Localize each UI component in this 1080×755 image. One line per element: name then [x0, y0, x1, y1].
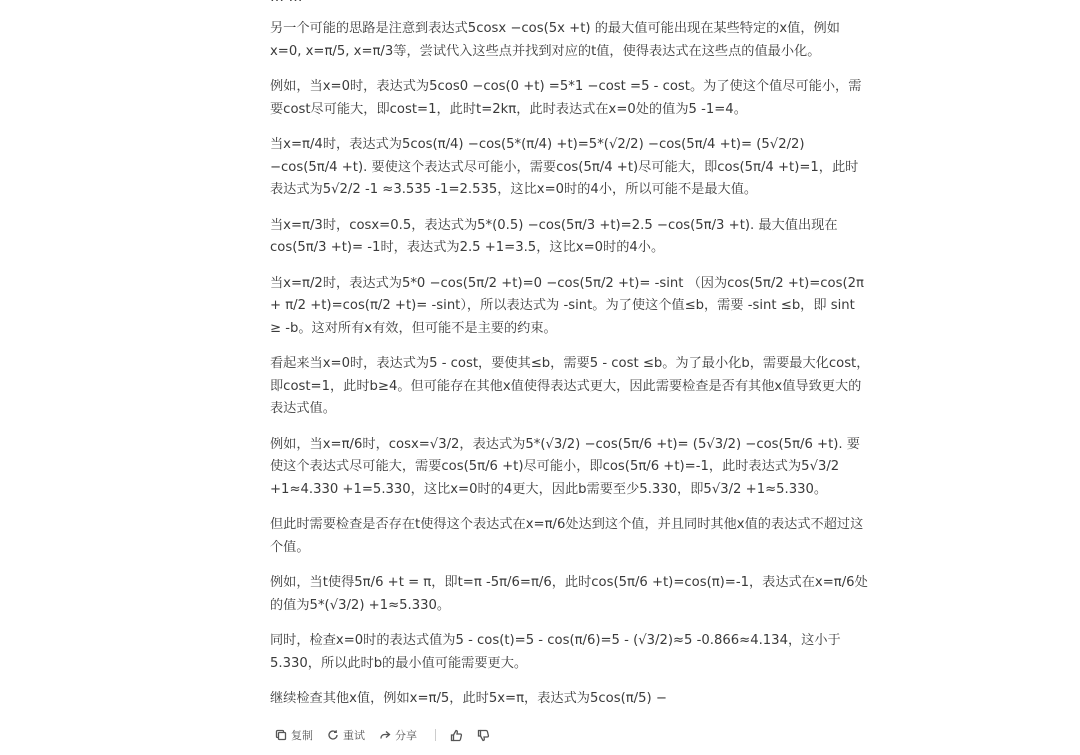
- thumbs-up-icon: [450, 729, 463, 742]
- answer-body: [270, 18, 870, 724]
- answer-paragraph: 例如，当t使得5π/6 +t = π，即t=π -5π/6=π/6，此时cos(5π/6 +t)=cos(π)=-1，表达式在x=π/6处的值为5*(√3/2) +1≈5.330。: [270, 575, 868, 613]
- answer-paragraph: 看起来当x=0时，表达式为5 - cost，要使其≤b，需要5 - cost ≤b。为了最小化b，需要最大化cost，即cost=1，此时b≥4。但可能存在其他x值使得表达式更大，因此需要检查是否有其他x值导致更大的表达式值。: [270, 356, 870, 416]
- thumbs-down-icon: [477, 729, 490, 742]
- answer-paragraph: 当x=π/4时，表达式为5cos(π/4) −cos(5*(π/4) +t)=5*(√2/2) −cos(5π/4 +t)= (5√2/2) −cos(5π/4 +t). 要使这个表达式尽可能小，需要cos(5π/4 +t)尽可能大，即cos(5π/4 +t)=1，此时表达式为5√2/2 -1 ≈3.535 -1=2.535，这比x=0时的4小，所以可能不是最大值。: [270, 137, 859, 197]
- answer-paragraph: 例如，当x=π/6时，cosx=√3/2，表达式为5*(√3/2) −cos(5π/6 +t)= (5√3/2) −cos(5π/6 +t). 要使这个表达式尽可能大，需要cos(5π/6 +t)尽可能小，即cos(5π/6 +t)=-1，此时表达式为5√3/2 +1≈4.330 +1=5.330，这比x=0时的4更大，因此b需要至少5.330，即5√3/2 +1≈5.330。: [270, 436, 860, 497]
- refresh-icon: [327, 729, 339, 741]
- answer-paragraph: 但此时需要检查是否存在t使得这个表达式在x=π/6处达到这个值，并且同时其他x值的表达式不超过这个值。: [270, 517, 864, 555]
- message-action-bar: [275, 724, 504, 746]
- dislike-button[interactable]: [477, 729, 490, 742]
- copy-button[interactable]: [275, 727, 313, 743]
- copy-label: 复制: [291, 729, 313, 742]
- copy-icon: [275, 729, 287, 741]
- truncated-heading: [270, 0, 302, 8]
- share-button[interactable]: [379, 727, 417, 743]
- retry-button[interactable]: [327, 727, 365, 743]
- answer-paragraph: 继续检查其他x值，例如x=π/5，此时5x=π，表达式为5cos(π/5) −: [270, 691, 667, 706]
- answer-paragraph: 当x=π/2时，表达式为5*0 −cos(5π/2 +t)=0 −cos(5π/2 +t)= -sint （因为cos(5π/2 +t)=cos(2π + π/2 +t)=cos(π/2 +t)= -sint），所以表达式为 -sint。为了使这个值≤b，需要 -sint ≤b，即 sint ≥ -b。这对所有x有效，但可能不是主要的约束。: [270, 275, 864, 336]
- share-label: 分享: [395, 729, 417, 742]
- like-button[interactable]: [450, 729, 463, 742]
- share-icon: [379, 729, 391, 741]
- answer-paragraph: 同时，检查x=0时的表达式值为5 - cos(t)=5 - cos(π/6)=5 - (√3/2)≈5 -0.866≈4.134，这小于5.330，所以此时b的最小值可能需要更大。: [270, 633, 841, 671]
- answer-paragraph: 另一个可能的思路是注意到表达式5cosx −cos(5x +t) 的最大值可能出现在某些特定的x值，例如x=0, x=π/5, x=π/3等，尝试代入这些点并找到对应的t值，使得表达式在这些点的值最小化。: [270, 21, 840, 59]
- answer-paragraph: 当x=π/3时，cosx=0.5，表达式为5*(0.5) −cos(5π/3 +t)=2.5 −cos(5π/3 +t). 最大值出现在cos(5π/3 +t)= -1时，表达式为2.5 +1=3.5，这比x=0时的4小。: [270, 217, 838, 255]
- answer-paragraph: 例如，当x=0时，表达式为5cos0 −cos(0 +t) =5*1 −cost =5 - cost。为了使这个值尽可能小，需要cost尽可能大，即cost=1，此时t=2kπ，此时表达式在x=0处的值为5 -1=4。: [270, 79, 862, 117]
- toolbar-divider: [435, 729, 436, 741]
- retry-label: 重试: [343, 729, 365, 742]
